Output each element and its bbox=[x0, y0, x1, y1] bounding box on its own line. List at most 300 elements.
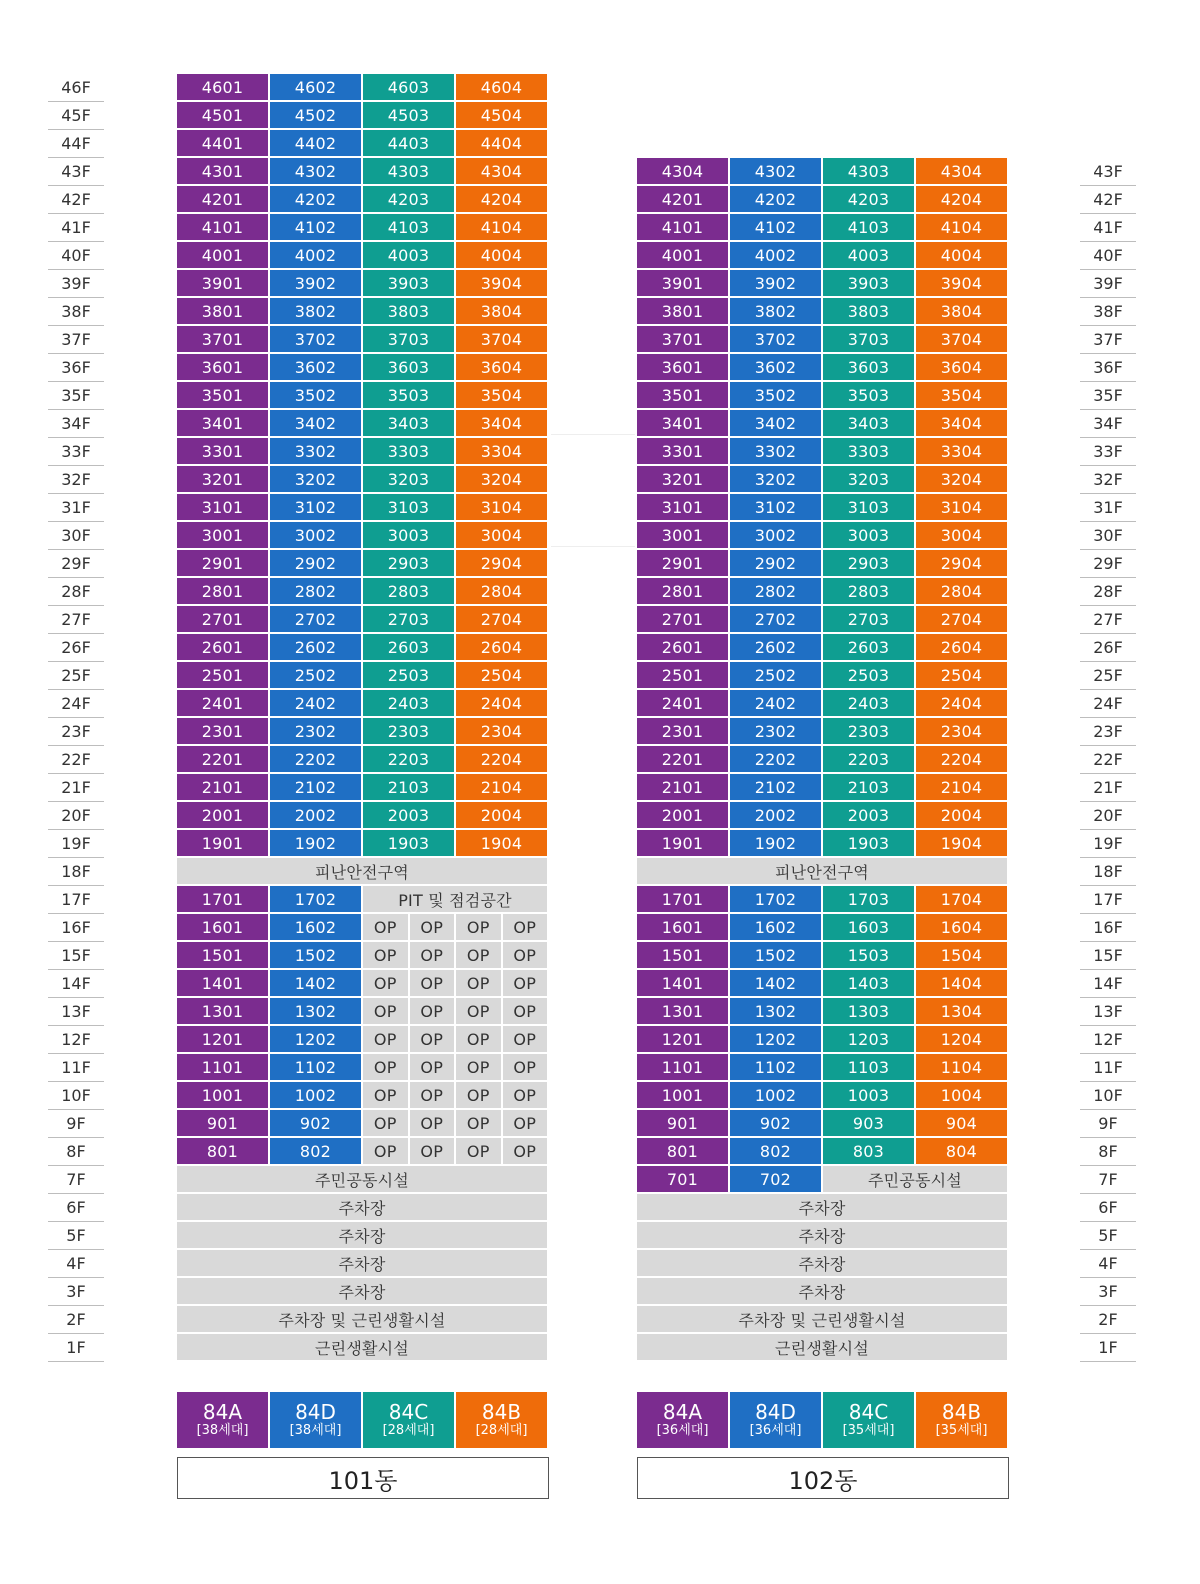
unit-cell: 1302 bbox=[730, 998, 823, 1026]
unit-cell: 3704 bbox=[916, 326, 1009, 354]
floor-label: 11F bbox=[1080, 1054, 1136, 1082]
unit-cell: 2702 bbox=[270, 606, 363, 634]
unit-type-legend bbox=[363, 1392, 456, 1448]
unit-cell: 4602 bbox=[270, 74, 363, 102]
unit-cell: 1601 bbox=[637, 914, 730, 942]
unit-cell: 3302 bbox=[270, 438, 363, 466]
unit-cell: 1401 bbox=[637, 970, 730, 998]
unit-cell: 1903 bbox=[823, 830, 916, 858]
legend-count-label: [28세대] bbox=[475, 1423, 528, 1438]
floor-label: 41F bbox=[48, 214, 104, 242]
unit-type-legend bbox=[730, 1392, 823, 1448]
unit-cell: 3402 bbox=[270, 410, 363, 438]
unit-cell: 3104 bbox=[456, 494, 549, 522]
floor-label: 26F bbox=[1080, 634, 1136, 662]
unit-cell: 4003 bbox=[363, 242, 456, 270]
floor-label: 15F bbox=[48, 942, 104, 970]
floor-label: 17F bbox=[1080, 886, 1136, 914]
facility-band: 주차장 bbox=[637, 1194, 1009, 1222]
unit-cell: 4103 bbox=[823, 214, 916, 242]
unit-cell: 1101 bbox=[637, 1054, 730, 1082]
unit-cell: 4203 bbox=[363, 186, 456, 214]
floor-label: 16F bbox=[48, 914, 104, 942]
unit-cell: 3502 bbox=[270, 382, 363, 410]
floor-label: 37F bbox=[48, 326, 104, 354]
floor-label: 4F bbox=[48, 1250, 104, 1278]
unit-cell: 4202 bbox=[270, 186, 363, 214]
unit-cell: 2303 bbox=[363, 718, 456, 746]
facility-band: 주차장 bbox=[637, 1222, 1009, 1250]
legend-count-label: [28세대] bbox=[382, 1423, 435, 1438]
unit-cell: 1502 bbox=[730, 942, 823, 970]
op-cell: OP bbox=[503, 1054, 550, 1082]
unit-cell: 3202 bbox=[730, 466, 823, 494]
floor-label: 21F bbox=[48, 774, 104, 802]
unit-cell: 2401 bbox=[637, 690, 730, 718]
unit-cell: 1902 bbox=[730, 830, 823, 858]
unit-cell: 3002 bbox=[270, 522, 363, 550]
unit-cell: 1901 bbox=[637, 830, 730, 858]
floor-label: 19F bbox=[1080, 830, 1136, 858]
floor-label: 13F bbox=[1080, 998, 1136, 1026]
unit-cell: 1604 bbox=[916, 914, 1009, 942]
unit-cell: 3802 bbox=[270, 298, 363, 326]
floor-label: 21F bbox=[1080, 774, 1136, 802]
unit-cell: 4403 bbox=[363, 130, 456, 158]
unit-cell: 2803 bbox=[363, 578, 456, 606]
unit-cell: 1704 bbox=[916, 886, 1009, 914]
unit-cell: 4304 bbox=[637, 158, 730, 186]
unit-cell: 2001 bbox=[177, 802, 270, 830]
facility-band: 근린생활시설 bbox=[177, 1334, 549, 1362]
unit-cell: 1001 bbox=[177, 1082, 270, 1110]
unit-cell: 1901 bbox=[177, 830, 270, 858]
floor-label: 12F bbox=[1080, 1026, 1136, 1054]
unit-cell: 2204 bbox=[916, 746, 1009, 774]
unit-cell: 2104 bbox=[456, 774, 549, 802]
unit-cell: 3404 bbox=[916, 410, 1009, 438]
floor-label: 35F bbox=[48, 382, 104, 410]
unit-cell: 2801 bbox=[177, 578, 270, 606]
floor-label: 12F bbox=[48, 1026, 104, 1054]
unit-cell: 4004 bbox=[916, 242, 1009, 270]
floor-label: 29F bbox=[1080, 550, 1136, 578]
unit-cell: 1501 bbox=[177, 942, 270, 970]
unit-cell: 4302 bbox=[270, 158, 363, 186]
unit-cell: 3704 bbox=[456, 326, 549, 354]
unit-cell: 4204 bbox=[916, 186, 1009, 214]
unit-type-legend bbox=[637, 1392, 730, 1448]
unit-cell: 2504 bbox=[456, 662, 549, 690]
unit-cell: 3301 bbox=[177, 438, 270, 466]
unit-cell: 4204 bbox=[456, 186, 549, 214]
unit-cell: 1003 bbox=[823, 1082, 916, 1110]
unit-cell: 2403 bbox=[363, 690, 456, 718]
unit-cell: 3601 bbox=[637, 354, 730, 382]
unit-cell: 4003 bbox=[823, 242, 916, 270]
unit-cell: 802 bbox=[270, 1138, 363, 1166]
unit-cell: 3102 bbox=[270, 494, 363, 522]
unit-cell: 2102 bbox=[270, 774, 363, 802]
unit-cell: 3901 bbox=[637, 270, 730, 298]
floor-label: 25F bbox=[1080, 662, 1136, 690]
unit-cell: 3303 bbox=[823, 438, 916, 466]
unit-cell: 1102 bbox=[730, 1054, 823, 1082]
legend-count-label: [36세대] bbox=[749, 1423, 802, 1438]
floor-label: 24F bbox=[48, 690, 104, 718]
unit-cell: 1204 bbox=[916, 1026, 1009, 1054]
unit-cell: 4002 bbox=[270, 242, 363, 270]
op-cell: OP bbox=[503, 914, 550, 942]
op-cell: OP bbox=[363, 1110, 410, 1138]
facility-band: 주차장 bbox=[177, 1278, 549, 1306]
floor-label: 36F bbox=[48, 354, 104, 382]
unit-cell: 3601 bbox=[177, 354, 270, 382]
unit-cell: 3103 bbox=[823, 494, 916, 522]
floor-label: 20F bbox=[1080, 802, 1136, 830]
unit-cell: 2301 bbox=[637, 718, 730, 746]
op-cell: OP bbox=[456, 1082, 503, 1110]
unit-type-legend bbox=[177, 1392, 270, 1448]
connector-line bbox=[551, 434, 635, 435]
unit-cell: 3403 bbox=[363, 410, 456, 438]
unit-cell: 1304 bbox=[916, 998, 1009, 1026]
floor-label: 6F bbox=[48, 1194, 104, 1222]
unit-cell: 902 bbox=[730, 1110, 823, 1138]
unit-cell: 4401 bbox=[177, 130, 270, 158]
unit-cell: 3203 bbox=[823, 466, 916, 494]
op-cell: OP bbox=[363, 1026, 410, 1054]
unit-cell: 4103 bbox=[363, 214, 456, 242]
unit-cell: 2804 bbox=[916, 578, 1009, 606]
unit-cell: 804 bbox=[916, 1138, 1009, 1166]
unit-cell: 901 bbox=[637, 1110, 730, 1138]
floor-label: 40F bbox=[1080, 242, 1136, 270]
unit-cell: 3002 bbox=[730, 522, 823, 550]
unit-cell: 2901 bbox=[177, 550, 270, 578]
floor-label: 1F bbox=[1080, 1334, 1136, 1362]
unit-cell: 2203 bbox=[823, 746, 916, 774]
unit-cell: 4601 bbox=[177, 74, 270, 102]
unit-cell: 4104 bbox=[456, 214, 549, 242]
floor-label: 6F bbox=[1080, 1194, 1136, 1222]
unit-cell: 4504 bbox=[456, 102, 549, 130]
floor-label: 39F bbox=[48, 270, 104, 298]
unit-cell: 2101 bbox=[637, 774, 730, 802]
unit-cell: 2102 bbox=[730, 774, 823, 802]
unit-cell: 3702 bbox=[730, 326, 823, 354]
unit-cell: 3503 bbox=[363, 382, 456, 410]
floor-label: 26F bbox=[48, 634, 104, 662]
floor-label: 27F bbox=[48, 606, 104, 634]
unit-cell: 3201 bbox=[637, 466, 730, 494]
unit-cell: 903 bbox=[823, 1110, 916, 1138]
unit-cell: 801 bbox=[177, 1138, 270, 1166]
unit-cell: 4001 bbox=[637, 242, 730, 270]
unit-cell: 1402 bbox=[270, 970, 363, 998]
unit-cell: 3401 bbox=[177, 410, 270, 438]
unit-cell: 4201 bbox=[177, 186, 270, 214]
floor-label: 16F bbox=[1080, 914, 1136, 942]
floor-label: 28F bbox=[48, 578, 104, 606]
unit-cell: 3104 bbox=[916, 494, 1009, 522]
op-cell: OP bbox=[456, 1026, 503, 1054]
unit-cell: 2502 bbox=[730, 662, 823, 690]
unit-cell: 3001 bbox=[637, 522, 730, 550]
unit-cell: 3004 bbox=[456, 522, 549, 550]
unit-cell: 1004 bbox=[916, 1082, 1009, 1110]
unit-cell: 2104 bbox=[916, 774, 1009, 802]
floor-label: 9F bbox=[1080, 1110, 1136, 1138]
floor-label: 30F bbox=[48, 522, 104, 550]
op-cell: OP bbox=[456, 914, 503, 942]
unit-cell: 3602 bbox=[730, 354, 823, 382]
op-cell: OP bbox=[410, 914, 457, 942]
unit-cell: 1903 bbox=[363, 830, 456, 858]
unit-cell: 2602 bbox=[270, 634, 363, 662]
op-cell: OP bbox=[456, 942, 503, 970]
unit-cell: 4603 bbox=[363, 74, 456, 102]
unit-cell: 4604 bbox=[456, 74, 549, 102]
unit-cell: 1504 bbox=[916, 942, 1009, 970]
unit-cell: 2402 bbox=[730, 690, 823, 718]
facility-band: 주차장 및 근린생활시설 bbox=[637, 1306, 1009, 1334]
floor-label: 32F bbox=[48, 466, 104, 494]
floor-label: 10F bbox=[48, 1082, 104, 1110]
unit-cell: 3802 bbox=[730, 298, 823, 326]
unit-cell: 2803 bbox=[823, 578, 916, 606]
floor-label: 45F bbox=[48, 102, 104, 130]
op-cell: OP bbox=[456, 998, 503, 1026]
unit-cell: 2404 bbox=[916, 690, 1009, 718]
floor-label: 9F bbox=[48, 1110, 104, 1138]
unit-cell: 3303 bbox=[363, 438, 456, 466]
unit-cell: 4303 bbox=[363, 158, 456, 186]
unit-cell: 2904 bbox=[916, 550, 1009, 578]
unit-cell: 3304 bbox=[456, 438, 549, 466]
floor-label: 32F bbox=[1080, 466, 1136, 494]
facility-band: 피난안전구역 bbox=[637, 858, 1009, 886]
unit-cell: 2604 bbox=[916, 634, 1009, 662]
legend-type-label: 84D bbox=[295, 1400, 336, 1424]
unit-type-legend bbox=[456, 1392, 549, 1448]
unit-cell: 3701 bbox=[177, 326, 270, 354]
unit-cell: 3503 bbox=[823, 382, 916, 410]
unit-cell: 4001 bbox=[177, 242, 270, 270]
unit-cell: 2302 bbox=[730, 718, 823, 746]
floor-label: 13F bbox=[48, 998, 104, 1026]
legend-type-label: 84B bbox=[941, 1400, 982, 1424]
unit-cell: 2704 bbox=[916, 606, 1009, 634]
legend-count-label: [38세대] bbox=[289, 1423, 342, 1438]
unit-cell: 2204 bbox=[456, 746, 549, 774]
unit-cell: 4404 bbox=[456, 130, 549, 158]
unit-cell: 2601 bbox=[177, 634, 270, 662]
floor-label: 30F bbox=[1080, 522, 1136, 550]
unit-cell: 902 bbox=[270, 1110, 363, 1138]
unit-cell: 2904 bbox=[456, 550, 549, 578]
unit-cell: 3501 bbox=[177, 382, 270, 410]
legend-count-label: [36세대] bbox=[656, 1423, 709, 1438]
unit-cell: 1904 bbox=[916, 830, 1009, 858]
unit-cell: 1703 bbox=[823, 886, 916, 914]
op-cell: OP bbox=[363, 1138, 410, 1166]
unit-cell: 3003 bbox=[823, 522, 916, 550]
unit-cell: 2902 bbox=[270, 550, 363, 578]
floor-label: 23F bbox=[48, 718, 104, 746]
op-cell: OP bbox=[410, 942, 457, 970]
unit-cell: 3404 bbox=[456, 410, 549, 438]
facility-band: 주민공동시설 bbox=[823, 1166, 1009, 1194]
unit-cell: 4304 bbox=[456, 158, 549, 186]
unit-type-legend bbox=[270, 1392, 363, 1448]
unit-cell: 2501 bbox=[177, 662, 270, 690]
unit-cell: 4303 bbox=[823, 158, 916, 186]
op-cell: OP bbox=[410, 1082, 457, 1110]
floor-label: 3F bbox=[48, 1278, 104, 1306]
legend-type-label: 84C bbox=[848, 1400, 889, 1424]
unit-cell: 4302 bbox=[730, 158, 823, 186]
unit-cell: 3301 bbox=[637, 438, 730, 466]
unit-cell: 2001 bbox=[637, 802, 730, 830]
unit-cell: 3703 bbox=[363, 326, 456, 354]
unit-cell: 1201 bbox=[177, 1026, 270, 1054]
floor-label: 14F bbox=[1080, 970, 1136, 998]
op-cell: OP bbox=[363, 998, 410, 1026]
unit-cell: 4201 bbox=[637, 186, 730, 214]
floor-label: 22F bbox=[48, 746, 104, 774]
unit-cell: 3803 bbox=[363, 298, 456, 326]
floor-label: 5F bbox=[48, 1222, 104, 1250]
floor-label: 2F bbox=[48, 1306, 104, 1334]
floor-label: 3F bbox=[1080, 1278, 1136, 1306]
unit-cell: 1103 bbox=[823, 1054, 916, 1082]
unit-type-legend bbox=[823, 1392, 916, 1448]
unit-cell: 3602 bbox=[270, 354, 363, 382]
unit-cell: 3701 bbox=[637, 326, 730, 354]
unit-cell: 1501 bbox=[637, 942, 730, 970]
unit-cell: 2704 bbox=[456, 606, 549, 634]
unit-cell: 1002 bbox=[730, 1082, 823, 1110]
floor-label: 38F bbox=[48, 298, 104, 326]
op-cell: OP bbox=[363, 1054, 410, 1082]
unit-cell: 2101 bbox=[177, 774, 270, 802]
unit-cell: 2201 bbox=[637, 746, 730, 774]
floor-label: 41F bbox=[1080, 214, 1136, 242]
legend-type-label: 84A bbox=[202, 1400, 243, 1424]
unit-cell: 2202 bbox=[730, 746, 823, 774]
unit-cell: 2701 bbox=[637, 606, 730, 634]
floor-label: 19F bbox=[48, 830, 104, 858]
unit-cell: 2002 bbox=[270, 802, 363, 830]
unit-cell: 1404 bbox=[916, 970, 1009, 998]
floor-label: 23F bbox=[1080, 718, 1136, 746]
unit-cell: 4104 bbox=[916, 214, 1009, 242]
unit-cell: 1701 bbox=[177, 886, 270, 914]
unit-cell: 3901 bbox=[177, 270, 270, 298]
op-cell: OP bbox=[503, 1026, 550, 1054]
unit-cell: 4304 bbox=[916, 158, 1009, 186]
unit-cell: 2604 bbox=[456, 634, 549, 662]
facility-band: 주차장 및 근린생활시설 bbox=[177, 1306, 549, 1334]
floor-label: 46F bbox=[48, 74, 104, 102]
unit-type-legend bbox=[916, 1392, 1009, 1448]
op-cell: OP bbox=[363, 914, 410, 942]
legend-count-label: [35세대] bbox=[842, 1423, 895, 1438]
unit-cell: 3804 bbox=[916, 298, 1009, 326]
floor-label: 42F bbox=[1080, 186, 1136, 214]
unit-cell: 3204 bbox=[456, 466, 549, 494]
unit-cell: 4503 bbox=[363, 102, 456, 130]
unit-cell: 2702 bbox=[730, 606, 823, 634]
unit-cell: 1104 bbox=[916, 1054, 1009, 1082]
unit-cell: 3902 bbox=[730, 270, 823, 298]
floor-label: 18F bbox=[48, 858, 104, 886]
unit-cell: 1303 bbox=[823, 998, 916, 1026]
unit-cell: 2103 bbox=[823, 774, 916, 802]
unit-cell: 2404 bbox=[456, 690, 549, 718]
unit-cell: 3001 bbox=[177, 522, 270, 550]
floor-label: 38F bbox=[1080, 298, 1136, 326]
unit-cell: 2201 bbox=[177, 746, 270, 774]
floor-label: 29F bbox=[48, 550, 104, 578]
unit-cell: 2301 bbox=[177, 718, 270, 746]
op-cell: OP bbox=[410, 1054, 457, 1082]
unit-cell: 4301 bbox=[177, 158, 270, 186]
unit-cell: 2401 bbox=[177, 690, 270, 718]
unit-cell: 3904 bbox=[456, 270, 549, 298]
floor-label: 40F bbox=[48, 242, 104, 270]
unit-cell: 2603 bbox=[823, 634, 916, 662]
unit-cell: 3003 bbox=[363, 522, 456, 550]
unit-cell: 2901 bbox=[637, 550, 730, 578]
unit-cell: 901 bbox=[177, 1110, 270, 1138]
unit-cell: 3402 bbox=[730, 410, 823, 438]
unit-cell: 2003 bbox=[823, 802, 916, 830]
op-cell: OP bbox=[410, 970, 457, 998]
facility-band: 주민공동시설 bbox=[177, 1166, 549, 1194]
facility-band: 주차장 bbox=[177, 1222, 549, 1250]
floor-label: 37F bbox=[1080, 326, 1136, 354]
unit-cell: 3603 bbox=[363, 354, 456, 382]
floor-label: 8F bbox=[1080, 1138, 1136, 1166]
floor-label: 14F bbox=[48, 970, 104, 998]
unit-cell: 2801 bbox=[637, 578, 730, 606]
unit-cell: 1001 bbox=[637, 1082, 730, 1110]
legend-count-label: [38세대] bbox=[196, 1423, 249, 1438]
unit-cell: 1603 bbox=[823, 914, 916, 942]
floor-label: 22F bbox=[1080, 746, 1136, 774]
unit-cell: 1301 bbox=[177, 998, 270, 1026]
unit-cell: 1502 bbox=[270, 942, 363, 970]
unit-cell: 3501 bbox=[637, 382, 730, 410]
floor-label: 42F bbox=[48, 186, 104, 214]
unit-cell: 1602 bbox=[730, 914, 823, 942]
op-cell: OP bbox=[410, 1026, 457, 1054]
connector-line bbox=[551, 546, 635, 547]
floor-label: 11F bbox=[48, 1054, 104, 1082]
unit-cell: 4102 bbox=[730, 214, 823, 242]
op-cell: OP bbox=[363, 970, 410, 998]
unit-cell: 1401 bbox=[177, 970, 270, 998]
unit-cell: 3101 bbox=[177, 494, 270, 522]
floor-label: 34F bbox=[48, 410, 104, 438]
legend-type-label: 84A bbox=[662, 1400, 703, 1424]
op-cell: OP bbox=[456, 1054, 503, 1082]
op-cell: OP bbox=[503, 1110, 550, 1138]
unit-cell: 2903 bbox=[823, 550, 916, 578]
unit-cell: 2804 bbox=[456, 578, 549, 606]
